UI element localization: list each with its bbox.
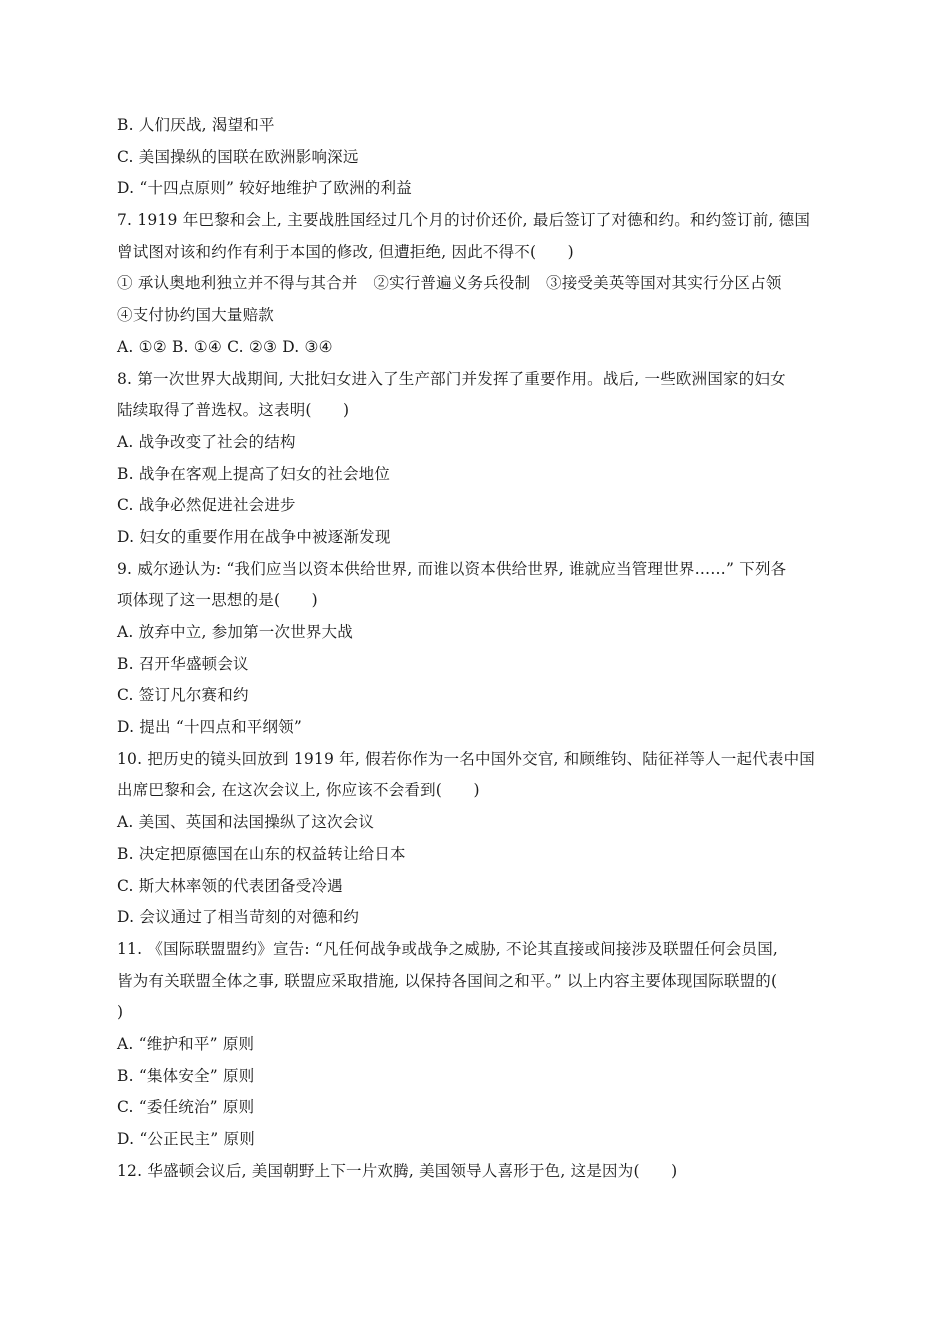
option-d-q10: D. 会议通过了相当苛刻的对德和约 (117, 908, 360, 927)
document-page (117, 110, 837, 1187)
option-b-q10: B. 决定把原德国在山东的权益转让给日本 (117, 844, 406, 863)
question-7-line-1: 7. 1919 年巴黎和会上, 主要战胜国经过几个月的讨价还价, 最后签订了对德和约。和约签订前, 德国 (117, 211, 811, 230)
question-9-line-2: 项体现了这一思想的是( ) (117, 591, 318, 610)
option-b-q8: B. 战争在客观上提高了妇女的社会地位 (117, 464, 391, 483)
option-a-q10: A. 美国、英国和法国操纵了这次会议 (117, 813, 375, 832)
question-11-line-3: ) (117, 1003, 124, 1022)
question-7-items-2: ④支付协约国大量赔款 (117, 306, 275, 325)
option-c-q11: C. “委任统治” 原则 (117, 1098, 255, 1117)
option-a-q8: A. 战争改变了社会的结构 (117, 432, 296, 451)
question-7-line-2: 曾试图对该和约作有利于本国的修改, 但遭拒绝, 因此不得不( ) (117, 242, 574, 261)
option-b-q11: B. “集体安全” 原则 (117, 1066, 255, 1085)
question-7-options: A. ①② B. ①④ C. ②③ D. ③④ (117, 337, 333, 356)
question-11-line-2: 皆为有关联盟全体之事, 联盟应采取措施, 以保持各国间之和平。” 以上内容主要体现国际联盟的( (117, 971, 778, 990)
question-12-line-1: 12. 华盛顿会议后, 美国朝野上下一片欢腾, 美国领导人喜形于色, 这是因为( ) (117, 1161, 678, 1180)
option-d-q11: D. “公正民主” 原则 (117, 1130, 255, 1148)
option-b-q9: B. 召开华盛顿会议 (117, 654, 249, 673)
option-a-q11: A. “维护和平” 原则 (117, 1034, 255, 1053)
question-7-items-1: ① 承认奥地利独立并不得与其合并 ②实行普遍义务兵役制 ③接受美英等国对其实行分区占领 (117, 274, 782, 293)
question-9-line-1: 9. 威尔逊认为: “我们应当以资本供给世界, 而谁以资本供给世界, 谁就应当管理世界……” 下列各 (117, 559, 787, 578)
question-8-line-1: 8. 第一次世界大战期间, 大批妇女进入了生产部门并发挥了重要作用。战后, 一些欧洲国家的妇女 (117, 369, 786, 388)
option-c-q6: C. 美国操纵的国联在欧洲影响深远 (117, 147, 359, 166)
option-c-q10: C. 斯大林率领的代表团备受冷遇 (117, 876, 343, 895)
question-10-line-2: 出席巴黎和会, 在这次会议上, 你应该不会看到( ) (117, 781, 480, 800)
option-d-q8: D. 妇女的重要作用在战争中被逐渐发现 (117, 527, 391, 546)
option-d-q6: D. “十四点原则” 较好地维护了欧洲的利益 (117, 179, 412, 198)
option-b-q6: B. 人们厌战, 渴望和平 (117, 116, 275, 134)
option-c-q8: C. 战争必然促进社会进步 (117, 496, 296, 515)
question-10-line-1: 10. 把历史的镜头回放到 1919 年, 假若你作为一名中国外交官, 和顾维钧、陆征祥等人一起代表中国 (117, 749, 815, 768)
option-c-q9: C. 签订凡尔赛和约 (117, 686, 249, 705)
option-d-q9: D. 提出 “十四点和平纲领” (117, 718, 303, 737)
option-a-q9: A. 放弃中立, 参加第一次世界大战 (117, 623, 354, 641)
question-11-line-1: 11. 《国际联盟盟约》宣告: “凡任何战争或战争之威胁, 不论其直接或间接涉及联盟任何会员国, (117, 939, 779, 958)
question-8-line-2: 陆续取得了普选权。这表明( ) (117, 401, 350, 420)
